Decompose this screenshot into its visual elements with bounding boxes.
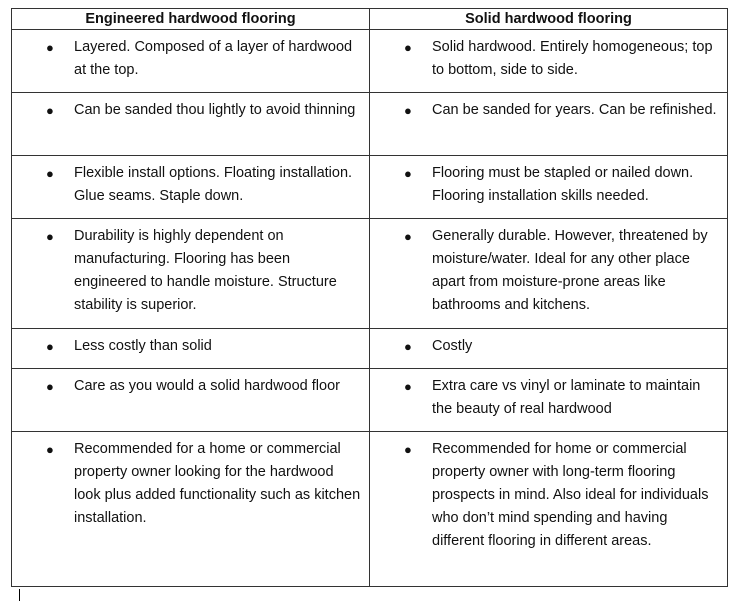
- engineered-cell: [12, 219, 370, 329]
- bullet-icon: ●: [46, 229, 54, 244]
- solid-cell: [370, 93, 728, 156]
- table-row: [12, 329, 728, 369]
- bullet-icon: ●: [46, 40, 54, 55]
- solid-text: Costly: [432, 338, 473, 354]
- solid-text: Flooring must be stapled or nailed down. Flooring installation skills needed.: [432, 165, 694, 204]
- solid-text: Solid hardwood. Entirely homogeneous; top to bottom, side to side.: [432, 39, 713, 78]
- bullet-icon: ●: [46, 379, 54, 394]
- engineered-text: Flexible install options. Floating installation. Glue seams. Staple down.: [74, 165, 353, 204]
- bullet-icon: ●: [404, 442, 412, 457]
- bullet-icon: ●: [404, 103, 412, 118]
- solid-text: Recommended for home or commercial property owner with long-term flooring prospects in mind. Also ideal for individuals who don’t mind spending and having different flooring in different areas.: [432, 441, 709, 549]
- engineered-cell: [12, 369, 370, 432]
- bullet-icon: ●: [404, 229, 412, 244]
- table-row: [12, 93, 728, 156]
- engineered-text: Care as you would a solid hardwood floor: [74, 378, 340, 394]
- bullet-icon: ●: [404, 379, 412, 394]
- solid-text: Can be sanded for years. Can be refinished.: [432, 102, 717, 118]
- solid-text: Extra care vs vinyl or laminate to maintain the beauty of real hardwood: [432, 378, 701, 417]
- bullet-icon: ●: [404, 339, 412, 354]
- engineered-text: Recommended for a home or commercial property owner looking for the hardwood look plus added functionality such as kitchen installation.: [74, 441, 361, 526]
- engineered-cell: [12, 156, 370, 219]
- header-row: [12, 9, 728, 30]
- engineered-text: Layered. Composed of a layer of hardwood at the top.: [74, 39, 353, 78]
- solid-text: Generally durable. However, threatened by moisture/water. Ideal for any other place apart from moisture-prone areas like bathrooms and kitchens.: [432, 228, 708, 313]
- table-row: [12, 156, 728, 219]
- engineered-cell: [12, 329, 370, 369]
- bullet-icon: ●: [46, 166, 54, 181]
- bullet-icon: ●: [46, 103, 54, 118]
- header-engineered: Engineered hardwood flooring: [12, 9, 370, 30]
- engineered-text: Less costly than solid: [74, 338, 212, 354]
- solid-cell: [370, 432, 728, 587]
- solid-cell: [370, 369, 728, 432]
- text-cursor: [19, 589, 20, 601]
- bullet-icon: ●: [404, 166, 412, 181]
- solid-cell: [370, 30, 728, 93]
- bullet-icon: ●: [46, 442, 54, 457]
- engineered-text: Durability is highly dependent on manufacturing. Flooring has been engineered to handle moisture. Structure stability is superior.: [74, 228, 337, 313]
- engineered-cell: [12, 432, 370, 587]
- engineered-cell: [12, 93, 370, 156]
- engineered-cell: [12, 30, 370, 93]
- bullet-icon: ●: [46, 339, 54, 354]
- solid-cell: [370, 156, 728, 219]
- solid-cell: [370, 219, 728, 329]
- table-row: [12, 432, 728, 587]
- solid-cell: [370, 329, 728, 369]
- table-row: [12, 219, 728, 329]
- table-row: [12, 369, 728, 432]
- comparison-table: [11, 8, 728, 587]
- table-row: [12, 30, 728, 93]
- bullet-icon: ●: [404, 40, 412, 55]
- header-solid: Solid hardwood flooring: [370, 9, 728, 30]
- engineered-text: Can be sanded thou lightly to avoid thinning: [74, 102, 356, 118]
